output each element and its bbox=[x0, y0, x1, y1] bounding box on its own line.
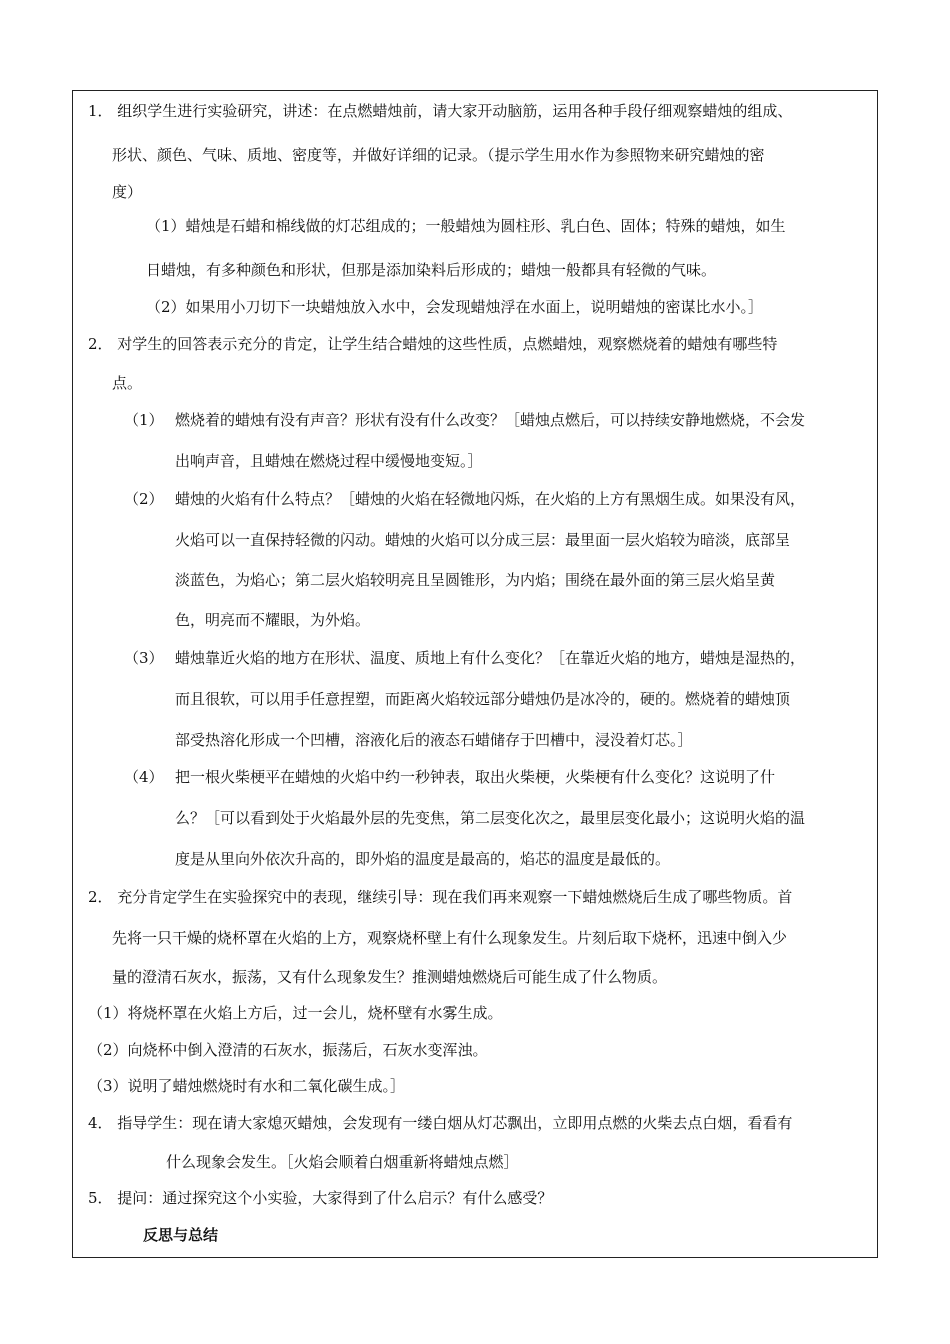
step-3-answer-1: （1）将烧杯罩在火焰上方后，过一会儿，烧杯壁有水雾生成。 bbox=[88, 1004, 503, 1022]
item-4-line-1: 把一根火柴梗平在蜡烛的火焰中约一秒钟表，取出火柴梗，火柴梗有什么变化？这说明了什 bbox=[175, 768, 776, 786]
step-1-answer-1-line-1: （1）蜡烛是石蜡和棉线做的灯芯组成的；一般蜡烛为圆柱形、乳白色、固体；特殊的蜡烛，如生 bbox=[146, 217, 786, 235]
item-3-line-3: 部受热溶化形成一个凹槽，溶液化后的液态石蜡储存于凹槽中，浸没着灯芯。］ bbox=[175, 731, 693, 749]
step-5-line: 5． 提问：通过探究这个小实验，大家得到了什么启示？有什么感受？ bbox=[88, 1189, 553, 1207]
item-3-line-2: 而且很软，可以用手任意捏塑，而距离火焰较远部分蜡烛仍是冰冷的，硬的。燃烧着的蜡烛顶 bbox=[175, 690, 791, 708]
item-2-line-3: 淡蓝色，为焰心；第二层火焰较明亮且呈圆锥形，为内焰；围绕在最外面的第三层火焰呈黄 bbox=[175, 571, 776, 589]
item-1-line-2: 出响声音，且蜡烛在燃烧过程中缓慢地变短。］ bbox=[175, 452, 483, 470]
item-2-line-4: 色，明亮而不耀眼，为外焰。 bbox=[175, 611, 371, 629]
step-3-line-3: 量的澄清石灰水，振荡，又有什么现象发生？推测蜡烛燃烧后可能生成了什么物质。 bbox=[112, 968, 668, 986]
step-3-line-2: 先将一只干燥的烧杯罩在火焰的上方，观察烧杯壁上有什么现象发生。片刻后取下烧杯，迅速中倒入少 bbox=[112, 929, 788, 947]
item-label-1: （1） bbox=[124, 411, 164, 429]
item-label-2: （2） bbox=[124, 490, 164, 508]
step-1-line-2: 形状、颜色、气味、质地、密度等，并做好详细的记录。（提示学生用水作为参照物来研究蜡烛的密 bbox=[112, 146, 765, 164]
step-2-line-2: 点。 bbox=[112, 374, 143, 392]
step-3-answer-2: （2）向烧杯中倒入澄清的石灰水，振荡后，石灰水变浑浊。 bbox=[88, 1041, 488, 1059]
step-1-line-1: 1． 组织学生进行实验研究，讲述：在点燃蜡烛前，请大家开动脑筋，运用各种手段仔细观察蜡烛的组成、 bbox=[88, 102, 793, 120]
step-4-line-1: 4． 指导学生：现在请大家熄灭蜡烛，会发现有一缕白烟从灯芯飘出，立即用点燃的火柴去点白烟，看看有 bbox=[88, 1114, 793, 1132]
step-3-line-1: 2． 充分肯定学生在实验探究中的表现，继续引导：现在我们再来观察一下蜡烛燃烧后生成了哪些物质。首 bbox=[88, 888, 793, 906]
item-4-line-2: 么？［可以看到处于火焰最外层的先变焦，第二层变化次之，最里层变化最小；这说明火焰的温 bbox=[175, 809, 806, 827]
step-4-line-2: 什么现象会发生。［火焰会顺着白烟重新将蜡烛点燃］ bbox=[166, 1153, 519, 1171]
item-4-line-3: 度是从里向外依次升高的，即外焰的温度是最高的，焰芯的温度是最低的。 bbox=[175, 850, 671, 868]
item-2-line-1: 蜡烛的火焰有什么特点？［蜡烛的火焰在轻微地闪烁，在火焰的上方有黑烟生成。如果没有风， bbox=[175, 490, 806, 508]
item-label-3: （3） bbox=[124, 649, 164, 667]
reflection-heading: 反思与总结 bbox=[143, 1226, 219, 1244]
step-3-answer-3: （3）说明了蜡烛燃烧时有水和二氧化碳生成。］ bbox=[88, 1077, 406, 1095]
step-1-answer-1-line-2: 日蜡烛，有多种颜色和形状，但那是添加染料后形成的；蜡烛一般都具有轻微的气味。 bbox=[146, 261, 717, 279]
step-1-line-3: 度） bbox=[112, 183, 143, 201]
item-1-line-1: 燃烧着的蜡烛有没有声音？形状有没有什么改变？［蜡烛点燃后，可以持续安静地燃烧，不会发 bbox=[175, 411, 806, 429]
item-2-line-2: 火焰可以一直保持轻微的闪动。蜡烛的火焰可以分成三层：最里面一层火焰较为暗淡，底部呈 bbox=[175, 531, 791, 549]
item-3-line-1: 蜡烛靠近火焰的地方在形状、温度、质地上有什么变化？［在靠近火焰的地方，蜡烛是湿热的， bbox=[175, 649, 806, 667]
step-1-answer-2: （2）如果用小刀切下一块蜡烛放入水中，会发现蜡烛浮在水面上，说明蜡烛的密谋比水小。］ bbox=[146, 298, 764, 316]
step-2-line-1: 2． 对学生的回答表示充分的肯定，让学生结合蜡烛的这些性质，点燃蜡烛，观察燃烧着的蜡烛有哪些特 bbox=[88, 335, 778, 353]
item-label-4: （4） bbox=[124, 768, 164, 786]
